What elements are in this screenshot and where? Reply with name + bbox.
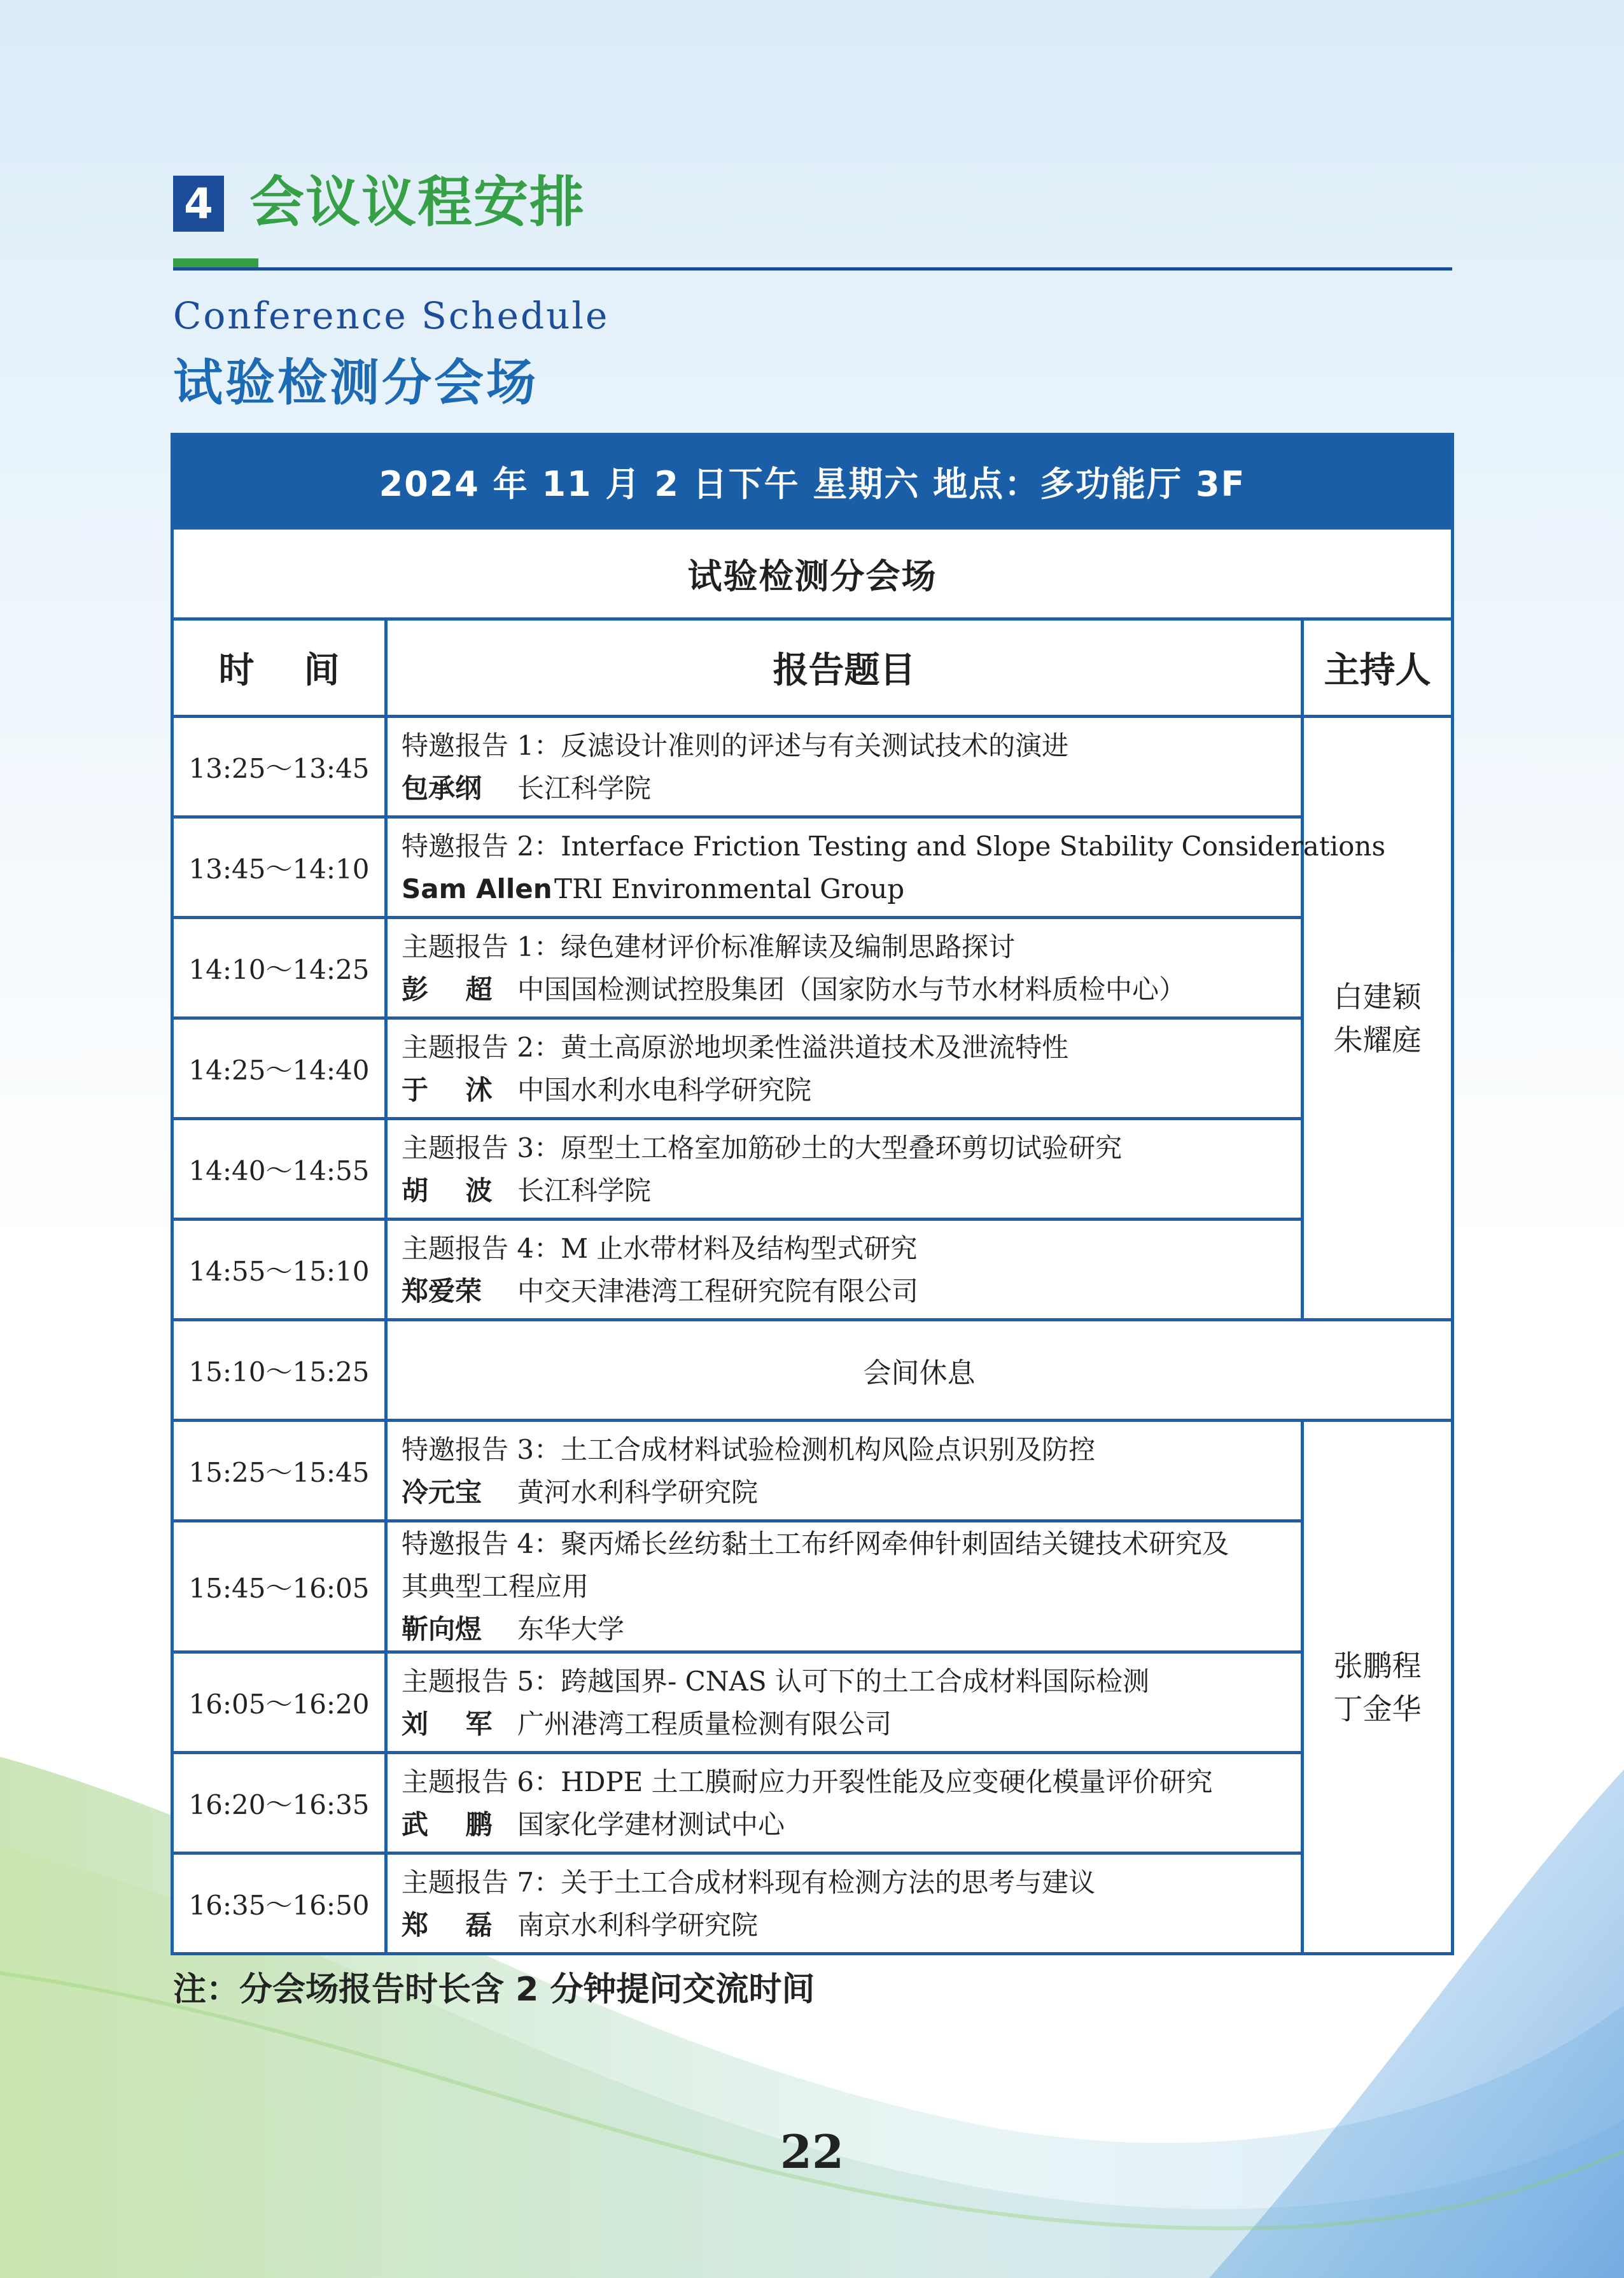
report-title-continued: 其典型工程应用 [402, 1571, 589, 1602]
report-title: 特邀报告 1：反滤设计准则的评述与有关测试技术的演进 [402, 729, 1069, 761]
table-row [172, 1220, 1453, 1320]
date-location-header: 2024 年 11 月 2 日下午 星期六 地点：多功能厅 3F [172, 435, 1453, 528]
report-title: 主题报告 6：HDPE 土工膜耐应力开裂性能及应变硬化模量评价研究 [402, 1766, 1213, 1797]
table-row [172, 918, 1453, 1018]
page-number: 22 [780, 2125, 844, 2179]
footnote: 注：分会场报告时长含 2 分钟提问交流时间 [173, 1971, 815, 2009]
report-title: 主题报告 2：黄土高原淤地坝柔性溢洪道技术及泄流特性 [402, 1031, 1069, 1063]
speaker-name: 郑爱荣 [402, 1275, 482, 1307]
header-rule-accent [173, 258, 258, 267]
speaker-name: 武 鹏 [402, 1808, 493, 1840]
column-header-topic: 报告题目 [386, 619, 1303, 717]
time-cell: 14:25～14:40 [172, 1018, 386, 1119]
time-cell: 16:20～16:35 [172, 1753, 386, 1853]
table-row [172, 1119, 1453, 1220]
table-row [172, 1521, 1453, 1652]
speaker-org: 长江科学院 [517, 1174, 652, 1206]
speaker-org: 中交天津港湾工程研究院有限公司 [517, 1275, 919, 1307]
speaker-org: TRI Environmental Group [554, 873, 905, 904]
report-cell [386, 1521, 1303, 1652]
english-title: Conference Schedule [173, 294, 610, 337]
host-name: 张鹏程 [1333, 1648, 1422, 1683]
speaker-org: 中国水利水电科学研究院 [517, 1074, 812, 1106]
host-cell [1303, 717, 1453, 1320]
speaker-org: 东华大学 [517, 1614, 625, 1645]
schedule-table [171, 433, 1454, 1955]
speaker-org: 广州港湾工程质量检测有限公司 [517, 1708, 892, 1740]
report-cell [386, 817, 1386, 918]
time-cell: 13:45～14:10 [172, 817, 386, 918]
speaker-line [402, 1608, 1301, 1650]
time-cell: 15:25～15:45 [172, 1421, 386, 1521]
time-cell: 16:05～16:20 [172, 1652, 386, 1753]
speaker-name: 靳向煜 [402, 1614, 482, 1645]
report-cell [386, 918, 1303, 1018]
break-label: 会间休息 [386, 1320, 1453, 1421]
report-title: 特邀报告 2：Interface Friction Testing and Slope Stability Considerations [402, 830, 1386, 862]
column-header-host: 主持人 [1303, 619, 1453, 717]
speaker-org: 黄河水利科学研究院 [517, 1476, 759, 1508]
time-cell: 14:40～14:55 [172, 1119, 386, 1220]
time-cell: 16:35～16:50 [172, 1853, 386, 1954]
report-cell [386, 717, 1303, 817]
report-cell [386, 1119, 1303, 1220]
report-title: 特邀报告 4：聚丙烯长丝纺黏土工布纤网牵伸针刺固结关键技术研究及 [402, 1528, 1229, 1559]
table-row [172, 1421, 1453, 1521]
speaker-org: 中国国检测试控股集团（国家防水与节水材料质检中心） [517, 973, 1186, 1005]
report-title: 主题报告 4：M 止水带材料及结构型式研究 [402, 1232, 918, 1264]
speaker-name: 刘 军 [402, 1708, 493, 1740]
report-cell [386, 1220, 1303, 1320]
speaker-name: Sam Allen [402, 873, 552, 904]
speaker-line [402, 868, 1301, 910]
report-title: 主题报告 5：跨越国界- CNAS 认可下的土工合成材料国际检测 [402, 1665, 1149, 1697]
report-title: 特邀报告 3：土工合成材料试验检测机构风险点识别及防控 [402, 1433, 1096, 1465]
speaker-name: 胡 波 [402, 1174, 493, 1206]
speaker-line [402, 1270, 1301, 1312]
report-cell [386, 1652, 1303, 1753]
table-row [172, 1853, 1453, 1954]
time-cell: 14:55～15:10 [172, 1220, 386, 1320]
venue-header: 试验检测分会场 [172, 528, 1453, 619]
report-title: 主题报告 1：绿色建材评价标准解读及编制思路探讨 [402, 931, 1016, 962]
host-cell [1303, 1421, 1453, 1954]
table-row [172, 1652, 1453, 1753]
report-cell [386, 1853, 1303, 1954]
time-cell: 14:10～14:25 [172, 918, 386, 1018]
host-name: 朱耀庭 [1333, 1022, 1422, 1057]
report-cell [386, 1018, 1303, 1119]
speaker-org: 长江科学院 [517, 772, 652, 804]
column-header-time: 时 间 [172, 619, 386, 717]
speaker-line [402, 1169, 1301, 1212]
report-cell [386, 1753, 1303, 1853]
time-cell: 15:10～15:25 [172, 1320, 386, 1421]
report-title: 主题报告 7：关于土工合成材料现有检测方法的思考与建议 [402, 1866, 1096, 1898]
time-cell: 13:25～13:45 [172, 717, 386, 817]
report-title: 主题报告 3：原型土工格室加筋砂土的大型叠环剪切试验研究 [402, 1132, 1123, 1164]
break-row [172, 1320, 1453, 1421]
speaker-line [402, 1904, 1301, 1946]
speaker-line [402, 1803, 1301, 1846]
section-number-badge: 4 [173, 176, 224, 232]
host-name: 丁金华 [1333, 1691, 1422, 1726]
table-row [172, 1753, 1453, 1853]
table-row [172, 817, 1453, 918]
section-title: 会议议程安排 [249, 171, 585, 234]
speaker-org: 南京水利科学研究院 [517, 1909, 759, 1941]
speaker-name: 冷元宝 [402, 1476, 482, 1508]
speaker-name: 于 沭 [402, 1074, 493, 1106]
speaker-org: 国家化学建材测试中心 [517, 1808, 785, 1840]
host-name: 白建颖 [1333, 979, 1422, 1014]
speaker-line [402, 1069, 1301, 1111]
time-cell: 15:45～16:05 [172, 1521, 386, 1652]
header-rule [173, 267, 1452, 271]
report-cell [386, 1421, 1303, 1521]
speaker-line [402, 767, 1301, 810]
session-subtitle: 试验检测分会场 [173, 355, 539, 412]
speaker-name: 彭 超 [402, 973, 493, 1005]
speaker-name: 郑 磊 [402, 1909, 493, 1941]
speaker-name: 包承纲 [402, 772, 482, 804]
table-row [172, 1018, 1453, 1119]
speaker-line [402, 1703, 1301, 1745]
speaker-line [402, 968, 1301, 1011]
table-row [172, 717, 1453, 817]
speaker-line [402, 1471, 1301, 1514]
